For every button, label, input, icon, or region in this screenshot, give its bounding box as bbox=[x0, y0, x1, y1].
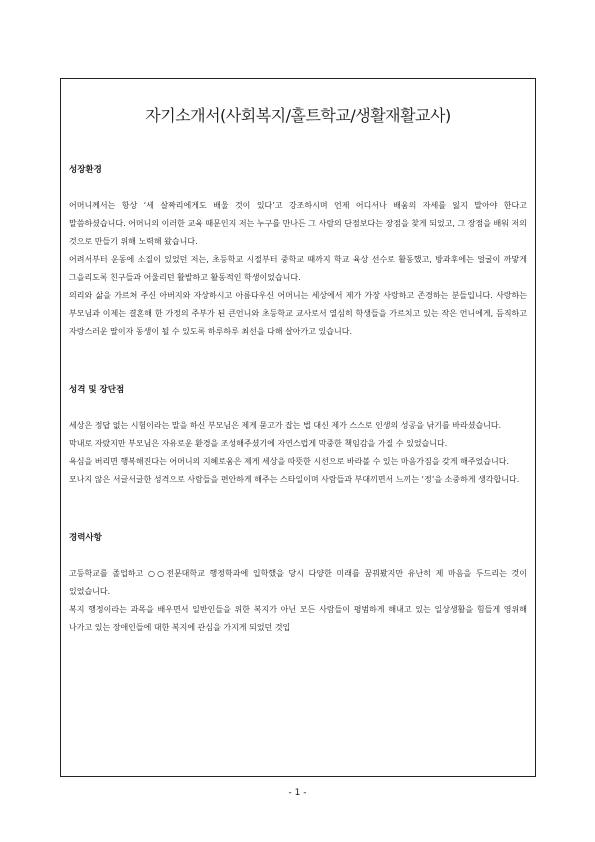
section-growth-environment bbox=[69, 163, 527, 341]
section-career bbox=[69, 531, 527, 637]
paragraph: 막내로 자랐지만 부모님은 자유로운 환경을 조성해주셨기에 자연스럽게 막중한 책임감을 가질 수 있었습니다. bbox=[69, 439, 448, 448]
page-frame bbox=[60, 78, 536, 777]
document-title: 자기소개서(사회복지/홀트학교/생활재활교사) bbox=[145, 106, 451, 125]
paragraph: 세상은 정답 없는 시험이라는 말을 하신 부모님은 제게 묻고가 잡는 법 대신 제가 스스로 인생의 성공을 낚기를 바라셨습니다. bbox=[69, 421, 502, 430]
paragraph: 복지 행정이라는 과목을 배우면서 일반인들을 위한 복지가 아닌 모든 사람들이 평범하게 해내고 있는 일상생활을 힘들게 영위해 나가고 있는 장애인들에 대한 복지에 관심을 가지게 되었던 것입 bbox=[69, 605, 527, 632]
section-heading: 성격 및 장단점 bbox=[69, 385, 125, 395]
section-personality bbox=[69, 383, 527, 489]
paragraph: 욕심을 버리면 행복해진다는 어머니의 지혜로움은 제게 세상을 따뜻한 시선으로 바라볼 수 있는 마음가짐을 갖게 해주었습니다. bbox=[69, 457, 509, 466]
paragraph: 어머니께서는 항상 ‘세 살짜리에게도 배울 것이 있다’고 강조하시며 언제 어디서나 배움의 자세를 잃지 말아야 한다고 말씀하셨습니다. 어머니의 이러한 교육 때문인지 저는 누구를 만나든 그 사람의 단점보다는 장점을 찾게 되었고, 그 장점을 배워 저의 것으로 만들기 위해 노력해 왔습니다. bbox=[69, 201, 527, 246]
paragraph: 의리와 삶을 가르쳐 주신 아버지와 자상하시고 아름다우신 어머니는 세상에서 제가 가장 사랑하고 존경하는 분들입니다. 사랑하는 부모님과 이제는 결혼해 한 가정의 주부가 된 큰언니와 초등학교 교사로서 열심히 학생들을 가르치고 있는 작은 언니에게, 듬직하고 자랑스러운 딸이자 동생이 될 수 있도록 하루하루 최선을 다해 살아가고 있습니다. bbox=[69, 291, 527, 336]
paragraph: 모나지 않은 서글서글한 성격으로 사람들을 편안하게 해주는 스타일이며 사람들과 부대끼면서 느끼는 ‘정’을 소중하게 생각합니다. bbox=[69, 475, 520, 484]
document-body bbox=[69, 163, 527, 637]
section-heading: 경력사항 bbox=[69, 533, 102, 543]
section-heading: 성장환경 bbox=[69, 165, 102, 175]
paragraph: 어려서부터 운동에 소질이 있었던 저는, 초등학교 시절부터 중학교 때까지 학교 육상 선수로 활동했고, 방과후에는 얼굴이 까맣게 그을리도록 친구들과 어울리던 활발하고 활동적인 학생이었습니다. bbox=[69, 255, 527, 282]
page-number: - 1 - bbox=[288, 788, 307, 798]
paragraph: 고등학교를 졸업하고 ○○전문대학교 행정학과에 입학했을 당시 다양한 미래를 꿈꿔봤지만 유난히 제 마음을 두드리는 것이 있었습니다. bbox=[69, 569, 527, 596]
